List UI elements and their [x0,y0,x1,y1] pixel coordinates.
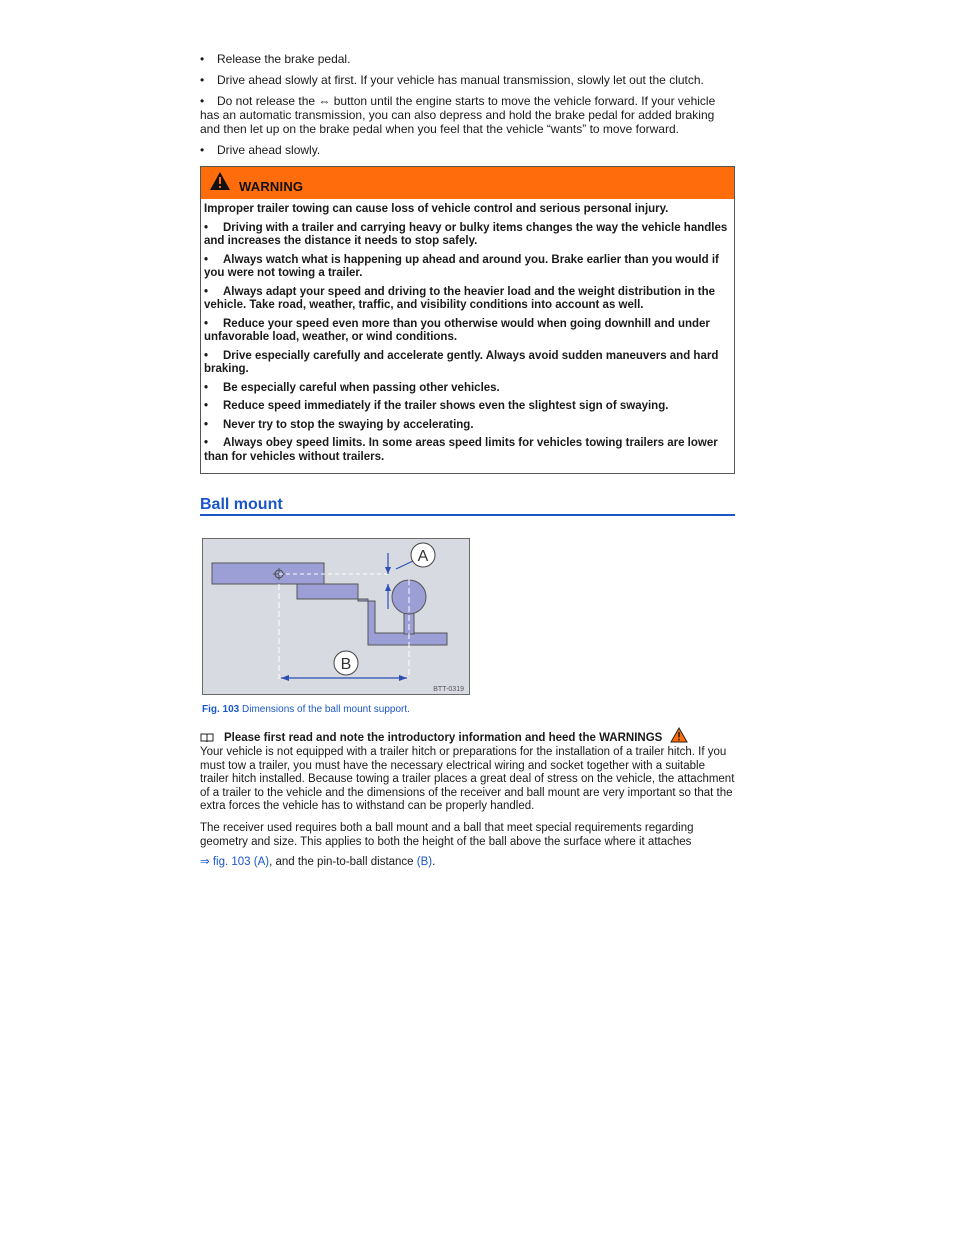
bullet-icon: • [204,221,209,234]
bullet-icon: • [204,317,209,330]
bullet-icon: • [204,253,209,266]
paragraph: ⇒ fig. 103 (A), and the pin-to-ball distance (B). [200,856,436,868]
bullet-icon: • [200,73,205,87]
warning-item: • Always watch what is happening up ahead and around you. Brake earlier than you would if you were not towing a trailer. [204,253,719,279]
warning-box [200,166,735,474]
warning-intro: Improper trailer towing can cause loss of vehicle control and serious personal injury. [204,203,669,215]
bullet-icon: • [204,400,209,412]
steps-section [200,52,735,164]
bullet-icon: • [200,143,205,157]
label-b: B [340,656,352,673]
warning-body [201,199,734,473]
bullet-icon: • [204,437,209,449]
warning-item: • Drive especially carefully and accelerate gently. Always avoid sudden maneuvers and hard braking. [204,349,719,375]
warning-item: • Always adapt your speed and driving to the heavier load and the weight distribution in the vehicle. Take road, weather, traffic, and visibility conditions into account as well. [204,285,716,311]
warning-item: • Always obey speed limits. In some areas speed limits for vehicles towing trailers are lower than for vehicles without trailers. [204,437,718,463]
list-item: • Drive ahead slowly at first. If your vehicle has manual transmission, slowly let out the clutch. [200,73,704,87]
warning-item: • Be especially careful when passing other vehicles. [204,381,500,394]
steps-list [200,52,735,157]
warning-header [201,167,734,199]
bullet-icon: • [200,94,205,108]
list-item: • Release the brake pedal. [200,52,351,66]
bullet-icon: • [204,285,209,298]
figure-number: Fig. 103 [202,704,240,715]
ball-mount-figure [202,538,470,695]
warning-triangle-icon [670,727,688,743]
bullet-icon: • [200,52,205,66]
paragraph: The receiver used requires both a ball mount and a ball that meet special requirements regarding geometry and size. This applies to both the height of the ball above the surface where it attaches [200,822,694,848]
ball-mount-diagram [203,539,469,694]
book-icon [200,733,214,743]
bullet-icon: • [204,381,209,394]
warning-title: WARNING [239,179,304,194]
warning-item: • Driving with a trailer and carrying heavy or bulky items changes the way the vehicle handles and increases the distance it needs to stop safely. [204,221,728,247]
dimension-b-reference[interactable]: (B) [416,856,433,868]
section-divider [200,514,735,516]
warning-item: • Reduce speed immediately if the trailer shows even the slightest sign of swaying. [204,400,669,412]
warning-item: • Never try to stop the swaying by accelerating. [204,418,474,431]
list-item: • Drive ahead slowly. [200,143,321,157]
bullet-icon: • [204,349,209,362]
label-a: A [417,548,429,565]
intro-note: Please first read and note the introductory information and heed the WARNINGS [200,727,735,744]
paragraph: Your vehicle is not equipped with a trailer hitch or preparations for the installation of a trailer hitch. If you must tow a trailer, you must have the necessary electrical wiring and socket together with a suitable trailer hitch installed. Because towing a trailer places a great deal of stress on the vehicle, the attachment of a trailer to the vehicle and the dimensions of the receiver and ball mount are very important so that the extra forces the vehicle has to withstand can be properly handled. [200,746,735,812]
warning-triangle-icon [209,171,231,191]
warning-item: • Reduce your speed even more than you otherwise would when going downhill and under unfavorable load, weather, or wind conditions. [204,317,710,343]
section-title: Ball mount [200,496,283,513]
bullet-icon: • [204,418,209,431]
figure-code: BTT-0319 [433,686,464,693]
figure-caption [202,704,410,715]
figure-reference-link[interactable]: ⇒ fig. 103 (A) [200,856,270,868]
figure-caption-text: Dimensions of the ball mount support. [242,704,410,715]
list-item: • Do not release the ⇔ button until the engine starts to move the vehicle forward. If your vehicle has an automatic transmission, you can also depress and hold the brake pedal for added braking and then let up on the brake pedal when you feel that the vehicle “wants” to move forward. [200,94,716,136]
